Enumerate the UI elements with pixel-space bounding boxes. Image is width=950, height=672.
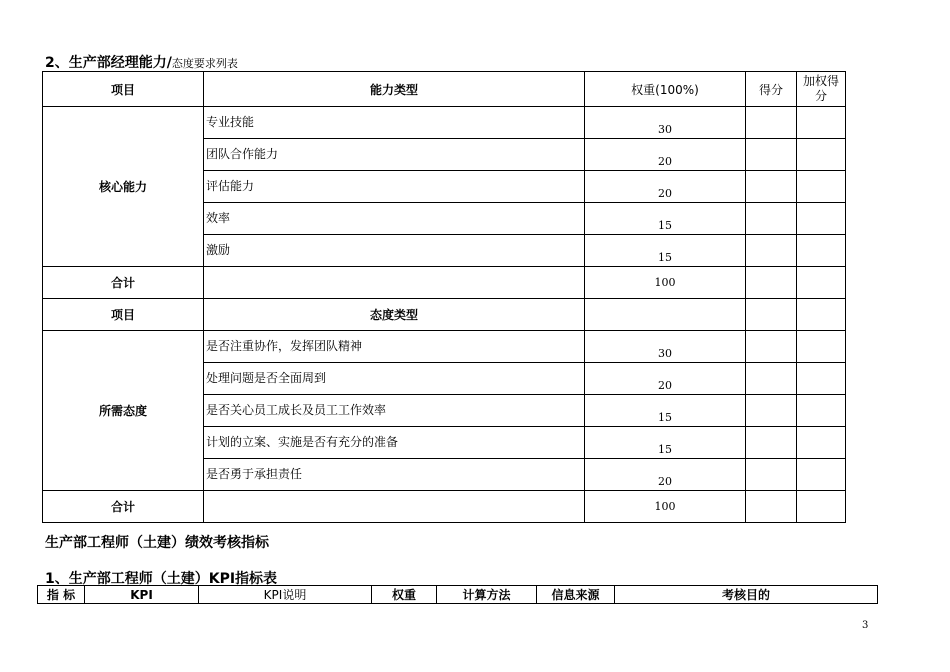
section-subtitle: 态度要求列表: [171, 57, 238, 70]
header-item: 项目: [43, 72, 204, 107]
weighted-cell: [797, 171, 846, 203]
attitude-item: 是否勇于承担责任: [204, 459, 585, 491]
ability-item: 评估能力: [204, 171, 585, 203]
score-cell: [746, 491, 797, 523]
weight-cell: 20: [585, 171, 746, 203]
total-row-core: [43, 267, 846, 299]
attitude-header-row: [43, 299, 846, 331]
score-cell: [746, 427, 797, 459]
kpi-header-description: KPI说明: [199, 586, 372, 604]
total-value: 100: [585, 267, 746, 299]
weighted-cell: [797, 491, 846, 523]
kpi-header-purpose: 考核目的: [615, 586, 878, 604]
page-number: 3: [862, 620, 869, 631]
header-attitude-type: 态度类型: [204, 299, 585, 331]
kpi-header-row: [38, 586, 878, 604]
total-row-attitude: [43, 491, 846, 523]
weight-cell: 20: [585, 363, 746, 395]
group-label-core: 核心能力: [43, 107, 204, 267]
weighted-cell: [797, 235, 846, 267]
weight-cell: 30: [585, 107, 746, 139]
heading-engineer-kpi: 生产部工程师（土建）绩效考核指标: [45, 535, 269, 551]
weight-cell: 20: [585, 139, 746, 171]
kpi-header-indicator: 指 标: [38, 586, 85, 604]
weight-cell: 30: [585, 331, 746, 363]
weighted-cell: [797, 107, 846, 139]
empty-cell: [746, 299, 797, 331]
attitude-item: 计划的立案、实施是否有充分的准备: [204, 427, 585, 459]
score-cell: [746, 331, 797, 363]
header-weighted-score: 加权得分: [797, 72, 846, 107]
weight-cell: 15: [585, 235, 746, 267]
score-cell: [746, 395, 797, 427]
score-cell: [746, 235, 797, 267]
kpi-header-source: 信息来源: [537, 586, 615, 604]
header-ability-type: 能力类型: [204, 72, 585, 107]
weight-cell: 15: [585, 427, 746, 459]
ability-item: 专业技能: [204, 107, 585, 139]
total-label: 合计: [43, 491, 204, 523]
attitude-item: 处理问题是否全面周到: [204, 363, 585, 395]
header-weight: 权重(100%): [585, 72, 746, 107]
score-cell: [746, 139, 797, 171]
weight-cell: 20: [585, 459, 746, 491]
kpi-header-kpi: KPI: [85, 586, 199, 604]
empty-cell: [204, 491, 585, 523]
ability-item: 激励: [204, 235, 585, 267]
kpi-header-weight: 权重: [372, 586, 437, 604]
weighted-cell: [797, 363, 846, 395]
empty-cell: [797, 299, 846, 331]
weighted-cell: [797, 427, 846, 459]
score-cell: [746, 459, 797, 491]
section-title-text: 2、生产部经理能力/: [45, 55, 172, 71]
attitude-item: 是否注重协作，发挥团队精神: [204, 331, 585, 363]
table-row: [43, 107, 846, 139]
ability-item: 团队合作能力: [204, 139, 585, 171]
total-label: 合计: [43, 267, 204, 299]
kpi-header-method: 计算方法: [437, 586, 537, 604]
weight-cell: 15: [585, 395, 746, 427]
weighted-cell: [797, 395, 846, 427]
section-title-ability: [45, 52, 238, 72]
weighted-cell: [797, 267, 846, 299]
score-cell: [746, 107, 797, 139]
table-row: [43, 331, 846, 363]
score-cell: [746, 171, 797, 203]
header-score: 得分: [746, 72, 797, 107]
total-value: 100: [585, 491, 746, 523]
empty-cell: [585, 299, 746, 331]
header-item: 项目: [43, 299, 204, 331]
attitude-item: 是否关心员工成长及员工工作效率: [204, 395, 585, 427]
weighted-cell: [797, 139, 846, 171]
section-title-kpi: 1、生产部工程师（土建）KPI指标表: [45, 571, 278, 587]
weighted-cell: [797, 203, 846, 235]
group-label-attitude: 所需态度: [43, 331, 204, 491]
score-cell: [746, 363, 797, 395]
weighted-cell: [797, 459, 846, 491]
score-cell: [746, 203, 797, 235]
kpi-table: [37, 585, 878, 604]
ability-attitude-table: [42, 71, 846, 523]
empty-cell: [204, 267, 585, 299]
score-cell: [746, 267, 797, 299]
table-header-row: [43, 72, 846, 107]
weight-cell: 15: [585, 203, 746, 235]
ability-item: 效率: [204, 203, 585, 235]
weighted-cell: [797, 331, 846, 363]
